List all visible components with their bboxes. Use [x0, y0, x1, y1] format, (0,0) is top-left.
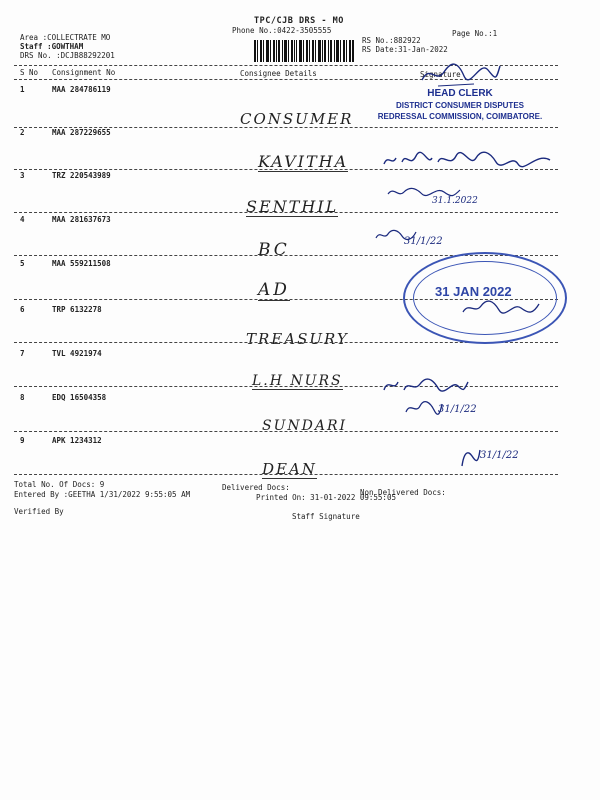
head-clerk-stamp — [360, 88, 560, 121]
staff-label: Staff :GOWTHAM — [20, 42, 84, 51]
row-consignment: MAA 284786119 — [52, 85, 111, 94]
row-consignment: MAA 287229655 — [52, 128, 111, 137]
row-sno: 6 — [20, 305, 25, 314]
col-header-consignee: Consignee Details — [240, 69, 317, 78]
row-divider — [14, 386, 558, 387]
row-consignee-handwritten: TREASURY — [246, 330, 349, 348]
date-row-8: 31/1/22 — [438, 404, 477, 415]
total-docs: Total No. Of Docs: 9 — [14, 480, 105, 489]
seal-signature — [461, 298, 541, 318]
col-header-consignment: Consignment No — [52, 68, 116, 77]
page-number: Page No.:1 — [452, 29, 498, 38]
date-row-3: 31.1.2022 — [432, 196, 478, 206]
row-consignee-handwritten: BC — [258, 240, 290, 260]
row-divider — [14, 431, 558, 432]
row-sno: 4 — [20, 215, 25, 224]
signature-head-clerk — [418, 58, 502, 88]
row-consignee-handwritten: DEAN — [262, 460, 317, 478]
printed-on: Printed On: 31-01-2022 09:55:05 — [256, 493, 396, 502]
row-consignee-handwritten: SUNDARI — [262, 418, 348, 434]
col-header-sno: S No — [20, 68, 39, 77]
office-seal — [403, 252, 567, 344]
date-row-4: 31/1/22 — [404, 236, 443, 247]
row-consignee-handwritten: KAVITHA — [258, 152, 349, 171]
entered-by: Entered By :GEETHA 1/31/2022 9:55:05 AM — [14, 490, 191, 499]
rs-number: RS No.:882922 — [362, 36, 421, 45]
row-consignment: TVL 4921974 — [52, 349, 102, 358]
row-consignment: APK 1234312 — [52, 436, 102, 445]
phone-number: Phone No.:0422-3505555 — [232, 26, 332, 35]
row-sno: 7 — [20, 349, 25, 358]
date-row-9: 31/1/22 — [480, 450, 519, 461]
area-label: Area :COLLECTRATE MO — [20, 33, 111, 42]
row-sno: 2 — [20, 128, 25, 137]
signature-row-2 — [380, 146, 556, 172]
row-sno: 8 — [20, 393, 25, 402]
stamp-line-2: DISTRICT CONSUMER DISPUTES — [395, 101, 524, 110]
row-consignment: EDQ 16504358 — [52, 393, 107, 402]
stamp-line-1: HEAD CLERK — [427, 88, 493, 99]
row-consignment: TRP 6132278 — [52, 305, 102, 314]
row-sno: 5 — [20, 259, 25, 268]
row-consignment: MAA 559211508 — [52, 259, 111, 268]
rs-date: RS Date:31-Jan-2022 — [362, 45, 448, 54]
col-header-signature: Signature — [420, 70, 461, 79]
row-sno: 3 — [20, 171, 25, 180]
drs-number: DRS No. :DCJB88292201 — [20, 51, 115, 60]
row-divider — [14, 474, 558, 475]
row-consignment: TRZ 220543989 — [52, 171, 111, 180]
row-consignment: MAA 281637673 — [52, 215, 111, 224]
delivered-docs: Delivered Docs: — [222, 483, 290, 492]
row-sno: 9 — [20, 436, 25, 445]
row-sno: 1 — [20, 85, 25, 94]
staff-signature-label: Staff Signature — [292, 512, 360, 521]
signature-row-9 — [458, 446, 482, 470]
barcode — [254, 40, 354, 62]
row-consignee-handwritten: CONSUMER — [240, 110, 354, 128]
verified-by: Verified By — [14, 507, 64, 516]
document-title: TPC/CJB DRS - MO — [254, 16, 344, 26]
row-consignee-handwritten: AD — [258, 280, 290, 300]
row-consignee-handwritten: SENTHIL — [246, 197, 339, 216]
row-consignee-handwritten: L.H NURS — [252, 373, 343, 389]
non-delivered-docs: Non Delivered Docs: — [360, 488, 446, 497]
seal-date: 31 JAN 2022 — [435, 284, 512, 299]
signature-row-7 — [380, 374, 470, 396]
stamp-line-3: REDRESSAL COMMISSION, COIMBATORE. — [377, 112, 543, 121]
row-divider — [14, 212, 558, 213]
